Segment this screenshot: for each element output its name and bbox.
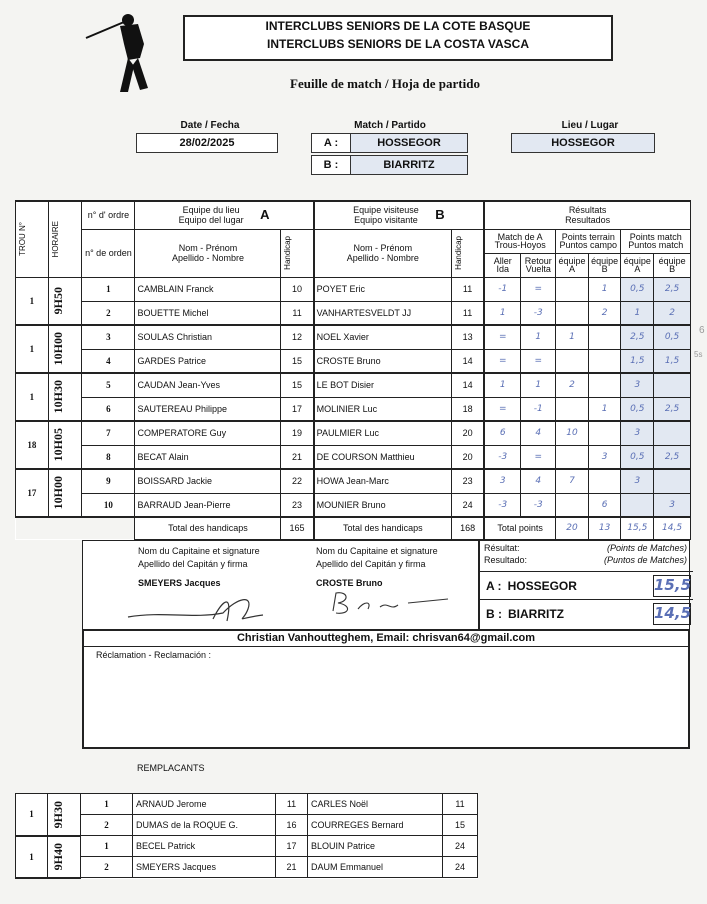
table-row [16, 493, 691, 517]
title-line-2: INTERCLUBS SENIORS DE LA COSTA VASCA [266, 37, 529, 51]
name-b-header: Nom - Prénom Apellido - Nombre [314, 229, 452, 277]
retour-cell: 4 [521, 421, 556, 445]
replacements-title: REMPLACANTS [137, 763, 205, 773]
player-b-hcp: 11 [451, 301, 484, 325]
player-b-hcp: 14 [451, 349, 484, 373]
retour-cell: = [521, 445, 556, 469]
retour-cell: -3 [521, 301, 556, 325]
pm-a-header: équipe A [621, 253, 654, 277]
captain-a-signature [123, 589, 283, 625]
pm-b-cell: 2,5 [654, 397, 691, 421]
sub-player-a-hcp: 16 [276, 815, 308, 836]
order-cell: 6 [82, 397, 135, 421]
player-b-name: PAULMIER Luc [314, 421, 452, 445]
horaire-cell: 9H50 [48, 277, 82, 325]
team-a-name: HOSSEGOR [350, 133, 468, 153]
pm-a-cell: 3 [621, 373, 654, 397]
aller-cell: = [484, 325, 521, 349]
pm-b-header: équipe B [654, 253, 691, 277]
date-label: Date / Fecha [180, 120, 240, 131]
pt-a-cell [556, 445, 589, 469]
retour-cell: = [521, 277, 556, 301]
retour-cell: -1 [521, 397, 556, 421]
sub-player-b-hcp: 11 [443, 794, 478, 815]
order-cell: 9 [82, 469, 135, 493]
pt-b-header: équipe B [588, 253, 621, 277]
captain-a-name: SMEYERS Jacques [138, 578, 221, 588]
player-a-hcp: 15 [281, 349, 314, 373]
sub-player-a-hcp: 17 [276, 836, 308, 857]
pm-b-cell [654, 373, 691, 397]
pt-a-cell: 1 [556, 325, 589, 349]
orden-header: n° de orden [82, 229, 135, 277]
sub-player-b-hcp: 15 [443, 815, 478, 836]
pt-a-cell [556, 397, 589, 421]
player-b-hcp: 18 [451, 397, 484, 421]
final-result-block: Résultat: (Points de Matches) Resultado: (Puntos de Matches) A : HOSSEGOR 15,5 B : BIARRITZ 14,5 [478, 541, 691, 629]
pt-a-cell [556, 301, 589, 325]
final-b-row: B : BIARRITZ 14,5 [480, 599, 693, 627]
trou-cell: 1 [16, 325, 49, 373]
pt-b-cell [588, 349, 621, 373]
sub-horaire-cell: 9H40 [48, 836, 81, 878]
pt-b-cell [588, 373, 621, 397]
trou-cell: 1 [16, 373, 49, 421]
player-b-name: MOLINIER Luc [314, 397, 452, 421]
aller-cell: = [484, 349, 521, 373]
trou-cell: 18 [16, 421, 49, 469]
table-row [16, 397, 691, 421]
player-b-hcp: 13 [451, 325, 484, 349]
replacements-table [15, 793, 478, 879]
player-b-hcp: 20 [451, 421, 484, 445]
player-b-hcp: 23 [451, 469, 484, 493]
player-a-hcp: 22 [281, 469, 314, 493]
signature-area [82, 540, 690, 630]
player-a-name: SAUTEREAU Philippe [135, 397, 281, 421]
player-a-name: CAUDAN Jean-Yves [135, 373, 281, 397]
total-pt-b: 13 [588, 517, 621, 539]
place-label: Lieu / Lugar [561, 120, 619, 131]
pt-a-cell [556, 349, 589, 373]
pm-a-cell: 0,5 [621, 445, 654, 469]
pt-b-cell [588, 421, 621, 445]
order-cell: 8 [82, 445, 135, 469]
player-a-hcp: 19 [281, 421, 314, 445]
pm-b-cell [654, 421, 691, 445]
table-row [16, 349, 691, 373]
trou-cell: 17 [16, 469, 49, 517]
sub-player-a-hcp: 11 [276, 794, 308, 815]
sub-player-b-name: BLOUIN Patrice [308, 836, 443, 857]
team-a-header-text: Equipe du lieu Equipo del lugar [178, 205, 244, 226]
aller-cell: 3 [484, 469, 521, 493]
player-b-hcp: 24 [451, 493, 484, 517]
player-a-hcp: 21 [281, 445, 314, 469]
team-b-header: Equipe visiteuse Equipo visitante B [314, 201, 485, 229]
retour-cell: -3 [521, 493, 556, 517]
hcp-b-header: Handicap [451, 229, 484, 277]
team-a-header: Equipe du lieu Equipo del lugar A [135, 201, 314, 229]
pm-a-cell: 3 [621, 421, 654, 445]
order-cell: 1 [82, 277, 135, 301]
captain-b-signature [328, 587, 458, 617]
pm-a-cell: 0,5 [621, 277, 654, 301]
place-value: HOSSEGOR [511, 133, 655, 153]
aller-cell: -3 [484, 445, 521, 469]
points-terrain-header: Points terrain Puntos campo [556, 229, 621, 253]
aller-cell: = [484, 397, 521, 421]
date-value: 28/02/2025 [136, 133, 278, 153]
title-line-1: INTERCLUBS SENIORS DE LA COTE BASQUE [265, 19, 531, 33]
player-b-hcp: 20 [451, 445, 484, 469]
player-a-hcp: 12 [281, 325, 314, 349]
player-a-name: BOUETTE Michel [135, 301, 281, 325]
table-row [16, 445, 691, 469]
margin-note-1: 6 [699, 325, 705, 336]
horaire-cell: 10H00 [48, 469, 82, 517]
player-a-hcp: 11 [281, 301, 314, 325]
pt-a-cell: 2 [556, 373, 589, 397]
retour-cell: 1 [521, 373, 556, 397]
pm-b-cell: 2 [654, 301, 691, 325]
player-a-name: SOULAS Christian [135, 325, 281, 349]
claim-label: Réclamation - Reclamación : [96, 650, 212, 660]
replacement-row [16, 815, 478, 836]
aller-cell: 6 [484, 421, 521, 445]
total-points-label: Total points [484, 517, 555, 539]
team-b-letter: B : [311, 155, 351, 175]
pm-b-cell: 2,5 [654, 277, 691, 301]
player-a-hcp: 10 [281, 277, 314, 301]
team-a-letter: A : [311, 133, 351, 153]
name-a-header: Nom - Prénom Apellido - Nombre [135, 229, 281, 277]
horaire-cell: 10H05 [48, 421, 82, 469]
pm-a-cell: 1 [621, 301, 654, 325]
pt-a-cell [556, 493, 589, 517]
pt-b-cell [588, 469, 621, 493]
player-a-name: COMPERATORE Guy [135, 421, 281, 445]
order-cell: 7 [82, 421, 135, 445]
claim-box [82, 629, 690, 749]
sub-player-a-name: BECEL Patrick [133, 836, 276, 857]
aller-cell: 1 [484, 373, 521, 397]
sub-player-a-name: DUMAS de la ROQUE G. [133, 815, 276, 836]
sub-player-b-name: CARLES Noël [308, 794, 443, 815]
captain-a-block: Nom du Capitaine et signature Apellido del Capitán y firma SMEYERS Jacques [138, 546, 260, 588]
sub-player-b-name: COURREGES Bernard [308, 815, 443, 836]
sub-order-cell: 2 [81, 857, 133, 878]
final-a-score: 15,5 [653, 575, 691, 597]
player-b-name: MOUNIER Bruno [314, 493, 452, 517]
table-row [16, 373, 691, 397]
results-header: Résultats Resultados [484, 201, 690, 229]
retour-cell: 1 [521, 325, 556, 349]
table-row [16, 277, 691, 301]
pm-a-cell [621, 493, 654, 517]
captain-b-name: CROSTE Bruno [316, 578, 383, 588]
aller-cell: -1 [484, 277, 521, 301]
pm-b-cell: 0,5 [654, 325, 691, 349]
page-subtitle: Feuille de match / Hoja de partido [290, 76, 480, 91]
ordre-header: n° d' ordre [82, 201, 135, 229]
points-match-header: Points match Puntos match [621, 229, 691, 253]
player-a-name: GARDES Patrice [135, 349, 281, 373]
total-pt-a: 20 [556, 517, 589, 539]
trou-cell: 1 [16, 277, 49, 325]
total-pm-b: 14,5 [654, 517, 691, 539]
pt-b-cell: 3 [588, 445, 621, 469]
player-b-hcp: 11 [451, 277, 484, 301]
retour-cell: 4 [521, 469, 556, 493]
final-a-row: A : HOSSEGOR 15,5 [480, 571, 693, 599]
sub-player-b-name: DAUM Emmanuel [308, 857, 443, 878]
player-b-name: NOEL Xavier [314, 325, 452, 349]
total-pm-a: 15,5 [621, 517, 654, 539]
total-hcp-a-label: Total des handicaps [135, 517, 281, 539]
player-a-hcp: 23 [281, 493, 314, 517]
pt-b-cell: 2 [588, 301, 621, 325]
player-a-name: CAMBLAIN Franck [135, 277, 281, 301]
retour-cell: = [521, 349, 556, 373]
results-table [15, 200, 691, 540]
horaire-header: HORAIRE [48, 201, 82, 277]
pt-b-cell: 1 [588, 397, 621, 421]
player-a-hcp: 17 [281, 397, 314, 421]
golfer-logo-icon [84, 8, 164, 94]
sub-order-cell: 2 [81, 815, 133, 836]
pm-a-cell: 2,5 [621, 325, 654, 349]
order-cell: 4 [82, 349, 135, 373]
sub-trou-cell: 1 [16, 794, 48, 836]
table-row [16, 421, 691, 445]
player-b-name: DE COURSON Matthieu [314, 445, 452, 469]
order-cell: 2 [82, 301, 135, 325]
player-b-hcp: 14 [451, 373, 484, 397]
aller-header: Aller Ida [484, 253, 521, 277]
pt-a-cell: 7 [556, 469, 589, 493]
player-b-name: VANHARTESVELDT JJ [314, 301, 452, 325]
sub-order-cell: 1 [81, 794, 133, 815]
horaire-cell: 10H00 [48, 325, 82, 373]
aller-cell: 1 [484, 301, 521, 325]
sub-player-a-name: SMEYERS Jacques [133, 857, 276, 878]
pm-b-cell: 3 [654, 493, 691, 517]
horaire-cell: 10H30 [48, 373, 82, 421]
replacement-row [16, 794, 478, 815]
player-b-name: CROSTE Bruno [314, 349, 452, 373]
pt-b-cell: 1 [588, 277, 621, 301]
player-a-name: BOISSARD Jackie [135, 469, 281, 493]
pt-a-cell: 10 [556, 421, 589, 445]
total-hcp-a: 165 [281, 517, 314, 539]
pt-b-cell: 6 [588, 493, 621, 517]
final-b-score: 14,5 [653, 603, 691, 625]
sub-horaire-cell: 9H30 [48, 794, 81, 836]
trou-header: TROU N° [16, 201, 49, 277]
player-a-name: BECAT Alain [135, 445, 281, 469]
player-b-name: LE BOT Disier [314, 373, 452, 397]
pt-a-cell [556, 277, 589, 301]
total-hcp-b: 168 [451, 517, 484, 539]
contact-line: Christian Vanhoutteghem, Email: chrisvan64@gmail.com [84, 631, 688, 647]
match-a-header: Match de A Trous-Hoyos [484, 229, 555, 253]
player-b-name: POYET Eric [314, 277, 452, 301]
match-label: Match / Partido [354, 120, 426, 131]
pm-b-cell: 2,5 [654, 445, 691, 469]
table-row [16, 301, 691, 325]
pm-a-cell: 3 [621, 469, 654, 493]
player-a-name: BARRAUD Jean-Pierre [135, 493, 281, 517]
pm-a-cell: 1,5 [621, 349, 654, 373]
order-cell: 3 [82, 325, 135, 349]
sub-player-a-hcp: 21 [276, 857, 308, 878]
margin-note-2: 5s [694, 350, 703, 359]
order-cell: 10 [82, 493, 135, 517]
sub-order-cell: 1 [81, 836, 133, 857]
pt-b-cell [588, 325, 621, 349]
hcp-a-header: Handicap [281, 229, 314, 277]
captain-b-block: Nom du Capitaine et signature Apellido del Capitán y firma CROSTE Bruno [316, 546, 438, 588]
replacement-row [16, 836, 478, 857]
order-cell: 5 [82, 373, 135, 397]
sub-player-a-name: ARNAUD Jerome [133, 794, 276, 815]
sub-player-b-hcp: 24 [443, 836, 478, 857]
pm-a-cell: 0,5 [621, 397, 654, 421]
table-row [16, 325, 691, 349]
pm-b-cell: 1,5 [654, 349, 691, 373]
sub-trou-cell: 1 [16, 836, 48, 878]
total-hcp-b-label: Total des handicaps [314, 517, 452, 539]
replacement-row [16, 857, 478, 878]
pm-b-cell [654, 469, 691, 493]
sub-player-b-hcp: 24 [443, 857, 478, 878]
table-row [16, 469, 691, 493]
player-a-hcp: 15 [281, 373, 314, 397]
aller-cell: -3 [484, 493, 521, 517]
pt-a-header: équipe A [556, 253, 589, 277]
team-b-name: BIARRITZ [350, 155, 468, 175]
player-b-name: HOWA Jean-Marc [314, 469, 452, 493]
retour-header: Retour Vuelta [521, 253, 556, 277]
title-box [183, 15, 613, 61]
